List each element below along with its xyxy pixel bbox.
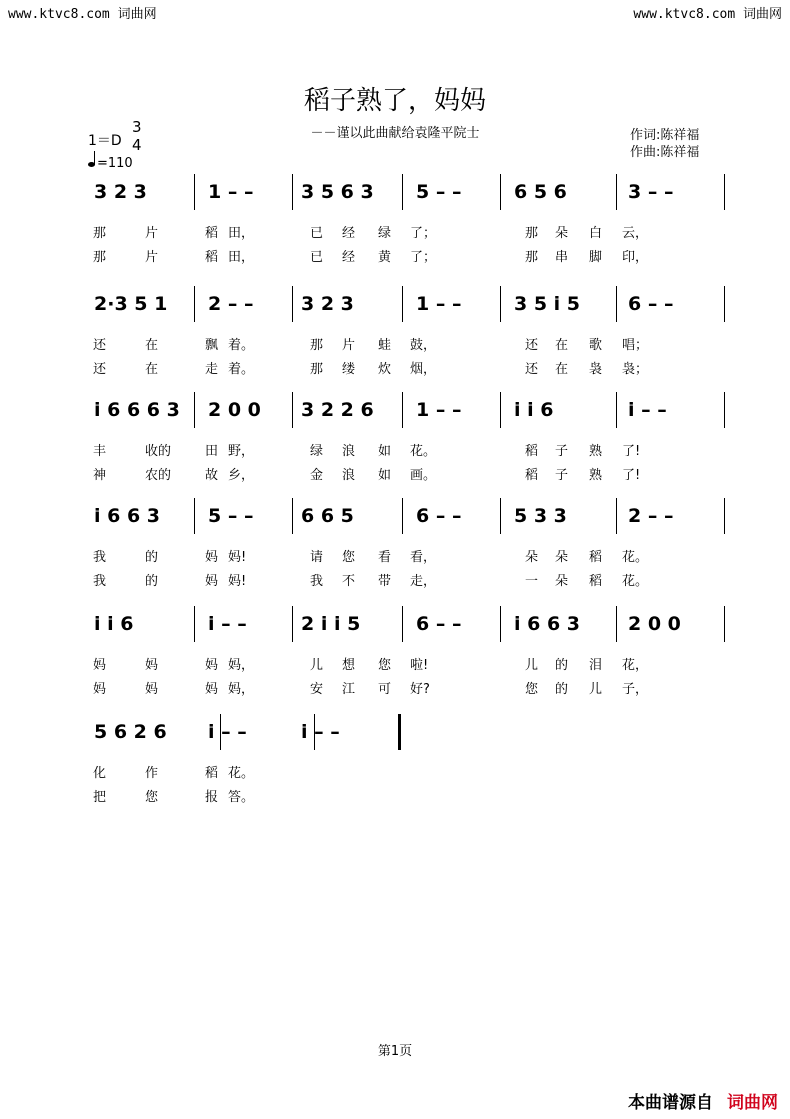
lyric-syllable: 一 <box>525 574 539 589</box>
credits <box>630 127 699 161</box>
measure: 2·3 5 1 <box>94 293 168 315</box>
measure: i 6 6 3 <box>94 505 161 527</box>
lyric-syllable: 片 <box>145 226 159 241</box>
measure: 1 – – <box>416 399 462 421</box>
lyric-syllable: 妈 <box>145 682 159 697</box>
barline <box>292 174 293 210</box>
lyric-syllable: 妈 <box>205 682 219 697</box>
lyric-syllable: 看， <box>410 550 437 565</box>
measure: 2 – – <box>208 293 254 315</box>
notes-row <box>88 714 728 750</box>
lyric-syllable: 花。 <box>410 444 437 459</box>
measure: 3 5 i 5 <box>514 293 581 315</box>
lyric-syllable: 花， <box>622 658 649 673</box>
barline <box>724 174 725 210</box>
lyric-syllable: 的 <box>555 682 569 697</box>
composer: 作曲:陈祥福 <box>630 145 700 160</box>
lyric-syllable: 已 <box>310 250 324 265</box>
lyric-syllable: 您 <box>378 658 392 673</box>
measure: i 6 6 6 3 <box>94 399 180 421</box>
lyric-syllable: 歌 <box>589 338 603 353</box>
barline <box>500 498 501 534</box>
lyric-syllable: 子 <box>555 444 569 459</box>
time-signature <box>132 118 142 154</box>
barline <box>194 286 195 322</box>
lyric-syllable: 还 <box>93 362 107 377</box>
meter-bottom: 4 <box>132 136 142 154</box>
measure: 6 – – <box>416 613 462 635</box>
lyric-syllable: 收的 <box>145 444 172 459</box>
lyric-syllable: 那 <box>525 250 539 265</box>
lyric-syllable: 绿 <box>310 444 324 459</box>
barline <box>500 392 501 428</box>
lyric-syllable: 妈! <box>228 550 247 565</box>
barline <box>292 286 293 322</box>
lyric-syllable: 您 <box>145 790 159 805</box>
lyric-syllable: 串 <box>555 250 569 265</box>
lyric-syllable: 您 <box>342 550 356 565</box>
measure: i – – <box>628 399 667 421</box>
lyric-syllable: 的 <box>145 574 159 589</box>
measure: 2 0 0 <box>628 613 681 635</box>
lyric-syllable: 朵 <box>555 226 569 241</box>
lyric-syllable: 如 <box>378 468 392 483</box>
lyric-syllable: 不 <box>342 574 356 589</box>
lyric-syllable: 那 <box>310 362 324 377</box>
lyric-syllable: 了； <box>410 226 437 241</box>
lyric-syllable: 袅 <box>589 362 603 377</box>
lyric-syllable: 缕 <box>342 362 356 377</box>
lyric-syllable: 请 <box>310 550 324 565</box>
tempo-value: =110 <box>97 156 133 171</box>
lyric-syllable: 的 <box>145 550 159 565</box>
measure: i – – <box>208 613 247 635</box>
lyric-line-2 <box>88 358 728 378</box>
lyric-syllable: 脚 <box>589 250 603 265</box>
measure: 6 6 5 <box>301 505 354 527</box>
lyric-syllable: 袅； <box>622 362 649 377</box>
measure: 2 i i 5 <box>301 613 361 635</box>
lyric-syllable: 着。 <box>228 362 255 377</box>
lyric-syllable: 在 <box>145 338 159 353</box>
measure: i i 6 <box>94 613 134 635</box>
measure: 6 – – <box>628 293 674 315</box>
song-title: 稻子熟了，妈妈 <box>303 86 486 116</box>
measure: 5 – – <box>416 181 462 203</box>
lyric-syllable: 农的 <box>145 468 172 483</box>
barline <box>292 606 293 642</box>
lyric-syllable: 唱； <box>622 338 649 353</box>
lyric-syllable: 熟 <box>589 468 603 483</box>
barline <box>724 392 725 428</box>
notes-row <box>88 392 728 428</box>
lyric-syllable: 金 <box>310 468 324 483</box>
meter-top: 3 <box>132 118 142 136</box>
lyric-syllable: 妈 <box>205 658 219 673</box>
lyric-syllable: 神 <box>93 468 107 483</box>
measure: i – – <box>208 721 247 743</box>
quarter-note-icon <box>88 162 95 167</box>
source-brand: 词曲网 <box>727 1093 778 1113</box>
lyric-line-1 <box>88 654 728 674</box>
lyric-syllable: 如 <box>378 444 392 459</box>
lyric-syllable: 妈! <box>228 574 247 589</box>
lyric-syllable: 朵 <box>525 550 539 565</box>
lyric-syllable: 印， <box>622 250 649 265</box>
measure: 5 – – <box>208 505 254 527</box>
lyric-syllable: 飘 <box>205 338 219 353</box>
lyric-syllable: 儿 <box>310 658 324 673</box>
barline <box>616 392 617 428</box>
lyric-syllable: 云， <box>622 226 649 241</box>
lyric-syllable: 花。 <box>622 574 649 589</box>
measure: 3 2 2 6 <box>301 399 374 421</box>
watermark-right: www.ktvc8.com 词曲网 <box>633 7 782 22</box>
lyric-syllable: 鼓， <box>410 338 437 353</box>
measure: 6 – – <box>416 505 462 527</box>
lyric-syllable: 在 <box>555 362 569 377</box>
source-label: 本曲谱源自 <box>628 1093 713 1113</box>
lyric-syllable: 安 <box>310 682 324 697</box>
lyric-syllable: 乡， <box>228 468 255 483</box>
lyric-syllable: 浪 <box>342 444 356 459</box>
barline <box>500 286 501 322</box>
lyric-syllable: 稻 <box>205 226 219 241</box>
barline <box>402 498 403 534</box>
notes-row <box>88 498 728 534</box>
lyric-syllable: 稻 <box>589 574 603 589</box>
lyric-syllable: 炊 <box>378 362 392 377</box>
barline <box>500 606 501 642</box>
tempo-marking <box>88 156 133 171</box>
lyric-syllable: 妈 <box>145 658 159 673</box>
lyric-syllable: 妈 <box>93 658 107 673</box>
measure: 2 – – <box>628 505 674 527</box>
lyric-syllable: 带 <box>378 574 392 589</box>
lyric-syllable: 黄 <box>378 250 392 265</box>
lyric-line-2 <box>88 246 728 266</box>
lyric-syllable: 妈， <box>228 658 255 673</box>
measure: 3 5 6 3 <box>301 181 374 203</box>
measure: 1 – – <box>416 293 462 315</box>
lyric-line-1 <box>88 440 728 460</box>
barline <box>402 286 403 322</box>
lyric-syllable: 报 <box>205 790 219 805</box>
measure: 2 0 0 <box>208 399 261 421</box>
lyric-syllable: 我 <box>93 574 107 589</box>
lyric-syllable: 可 <box>378 682 392 697</box>
barline <box>398 714 401 750</box>
barline <box>616 174 617 210</box>
lyric-line-2 <box>88 678 728 698</box>
barline <box>292 498 293 534</box>
lyric-syllable: 妈 <box>205 550 219 565</box>
lyric-syllable: 着。 <box>228 338 255 353</box>
measure: 5 6 2 6 <box>94 721 167 743</box>
lyric-syllable: 稻 <box>525 468 539 483</box>
lyric-syllable: 还 <box>525 362 539 377</box>
lyric-syllable: 稻 <box>589 550 603 565</box>
lyric-syllable: 妈， <box>228 682 255 697</box>
barline <box>402 606 403 642</box>
lyric-line-2 <box>88 464 728 484</box>
lyricist: 作词:陈祥福 <box>630 128 700 143</box>
lyric-line-1 <box>88 222 728 242</box>
song-subtitle: －－谨以此曲献给袁隆平院士 <box>310 126 480 141</box>
barline <box>724 606 725 642</box>
lyric-syllable: 了! <box>622 444 641 459</box>
lyric-syllable: 片 <box>342 338 356 353</box>
key-signature: 1＝D <box>88 133 122 149</box>
measure: 3 2 3 <box>94 181 147 203</box>
source-credit <box>628 1088 778 1113</box>
lyric-syllable: 答。 <box>228 790 255 805</box>
measure: 5 3 3 <box>514 505 567 527</box>
lyric-line-1 <box>88 762 728 782</box>
lyric-syllable: 稻 <box>525 444 539 459</box>
barline <box>724 286 725 322</box>
lyric-syllable: 儿 <box>589 682 603 697</box>
measure: 6 5 6 <box>514 181 567 203</box>
lyric-syllable: 那 <box>525 226 539 241</box>
lyric-syllable: 在 <box>145 362 159 377</box>
lyric-syllable: 经 <box>342 250 356 265</box>
lyric-syllable: 您 <box>525 682 539 697</box>
page-number: 第1页 <box>377 1044 413 1059</box>
lyric-syllable: 花。 <box>622 550 649 565</box>
lyric-syllable: 化 <box>93 766 107 781</box>
lyric-syllable: 绿 <box>378 226 392 241</box>
lyric-syllable: 烟， <box>410 362 437 377</box>
lyric-syllable: 把 <box>93 790 107 805</box>
lyric-syllable: 看 <box>378 550 392 565</box>
lyric-syllable: 故 <box>205 468 219 483</box>
lyric-syllable: 还 <box>525 338 539 353</box>
lyric-syllable: 丰 <box>93 444 107 459</box>
barline <box>724 498 725 534</box>
lyric-syllable: 已 <box>310 226 324 241</box>
lyric-syllable: 了! <box>622 468 641 483</box>
lyric-syllable: 田， <box>228 250 255 265</box>
lyric-syllable: 蛙 <box>378 338 392 353</box>
lyric-syllable: 那 <box>310 338 324 353</box>
lyric-syllable: 田 <box>205 444 219 459</box>
measure: i i 6 <box>514 399 554 421</box>
barline <box>194 174 195 210</box>
lyric-line-1 <box>88 334 728 354</box>
notes-row <box>88 606 728 642</box>
lyric-syllable: 我 <box>93 550 107 565</box>
lyric-syllable: 稻 <box>205 250 219 265</box>
notes-row <box>88 174 728 210</box>
barline <box>292 392 293 428</box>
barline <box>616 498 617 534</box>
lyric-syllable: 那 <box>93 250 107 265</box>
barline <box>616 606 617 642</box>
lyric-line-2 <box>88 570 728 590</box>
lyric-syllable: 片 <box>145 250 159 265</box>
measure: i 6 6 3 <box>514 613 581 635</box>
notes-row <box>88 286 728 322</box>
lyric-syllable: 啦! <box>410 658 429 673</box>
barline <box>194 392 195 428</box>
lyric-syllable: 浪 <box>342 468 356 483</box>
measure: i – – <box>301 721 340 743</box>
lyric-syllable: 熟 <box>589 444 603 459</box>
lyric-syllable: 那 <box>93 226 107 241</box>
lyric-syllable: 想 <box>342 658 356 673</box>
lyric-syllable: 子 <box>555 468 569 483</box>
lyric-syllable: 子， <box>622 682 649 697</box>
lyric-line-1 <box>88 546 728 566</box>
lyric-syllable: 田， <box>228 226 255 241</box>
barline <box>616 286 617 322</box>
lyric-syllable: 作 <box>145 766 159 781</box>
lyric-syllable: 走， <box>410 574 437 589</box>
lyric-syllable: 江 <box>342 682 356 697</box>
lyric-syllable: 画。 <box>410 468 437 483</box>
lyric-syllable: 稻 <box>205 766 219 781</box>
watermark-left: www.ktvc8.com 词曲网 <box>8 7 157 22</box>
lyric-syllable: 妈 <box>205 574 219 589</box>
lyric-line-2 <box>88 786 728 806</box>
measure: 3 2 3 <box>301 293 354 315</box>
score-system <box>88 714 728 849</box>
lyric-syllable: 还 <box>93 338 107 353</box>
lyric-syllable: 走 <box>205 362 219 377</box>
lyric-syllable: 朵 <box>555 574 569 589</box>
lyric-syllable: 儿 <box>525 658 539 673</box>
barline <box>500 174 501 210</box>
measure: 3 – – <box>628 181 674 203</box>
lyric-syllable: 泪 <box>589 658 603 673</box>
lyric-syllable: 妈 <box>93 682 107 697</box>
lyric-syllable: 白 <box>589 226 603 241</box>
barline <box>402 174 403 210</box>
barline <box>402 392 403 428</box>
lyric-syllable: 了； <box>410 250 437 265</box>
barline <box>194 606 195 642</box>
lyric-syllable: 花。 <box>228 766 255 781</box>
lyric-syllable: 我 <box>310 574 324 589</box>
measure: 1 – – <box>208 181 254 203</box>
lyric-syllable: 经 <box>342 226 356 241</box>
lyric-syllable: 好? <box>410 682 430 697</box>
lyric-syllable: 的 <box>555 658 569 673</box>
lyric-syllable: 朵 <box>555 550 569 565</box>
lyric-syllable: 野， <box>228 444 255 459</box>
lyric-syllable: 在 <box>555 338 569 353</box>
barline <box>194 498 195 534</box>
